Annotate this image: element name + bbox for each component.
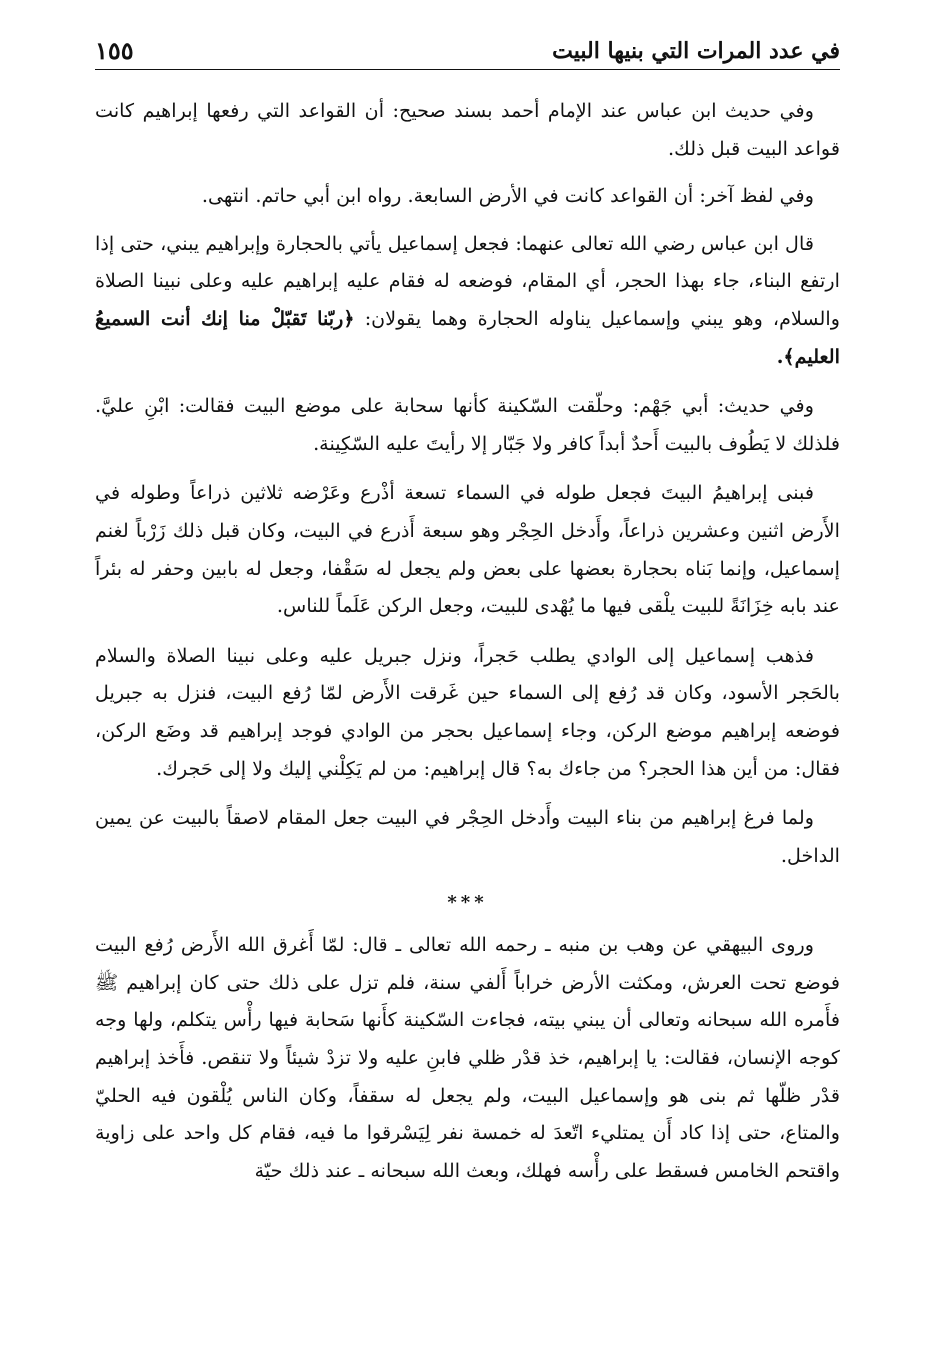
paragraph-building-dimensions — [95, 474, 840, 624]
paragraph-ismail-stones — [95, 225, 840, 375]
paragraph-text: وفي حديث ابن عباس عند الإمام أحمد بسند صحيح: أن القواعد التي رفعها إبراهيم كانت قواعد البيت قبل ذلك. — [95, 99, 840, 160]
body-text — [95, 92, 840, 1189]
paragraph-text: وفي لفظ آخر: أن القواعد كانت في الأرض السابعة. رواه ابن أبي حاتم. انتهى. — [201, 184, 814, 208]
paragraph-ibn-abbas-ahmad — [95, 92, 840, 167]
paragraph-abi-jahm — [95, 387, 840, 462]
paragraph-text: فذهب إسماعيل إلى الوادي يطلب حَجراً، ونزل جبريل عليه وعلى نبينا الصلاة والسلام بالحَجر الأسود، وكان قد رُفع إلى السماء حين غَرقت الأَرض لمّا رُفع البيت، فنزل به جبريل فوضعه إبراهيم موضع الركن، وجاء إسماعيل بحجر من الوادي فوجد إبراهيم قد وضَع الركن، فقال: من أين هذا الحجر؟ من جاءك به؟ قال إبراهيم: من لم يَكِلْني إليك ولا إلى حَجرك. — [95, 643, 840, 780]
quran-verse: ﴿ربّنا تَقبّلْ منا إنك أنت السميعُ العليم﴾. — [95, 306, 840, 368]
book-page — [95, 28, 840, 1338]
paragraph-text: ولما فرغ إبراهيم من بناء البيت وأَدخل الحِجْر في البيت جعل المقام لاصقاً بالبيت عن يمين الداخل. — [95, 806, 840, 867]
paragraph-bayhaqi — [95, 926, 840, 1189]
paragraph-text: قال ابن عباس رضي الله تعالى عنهما: فجعل إسماعيل يأتي بالحجارة وإبراهيم يبني، حتى إذا ارتفع البناء، جاء بهذا الحجر، أي المقام، فوضعه له فقام عليه إبراهيم عليه وعلى نبينا الصلاة والسلام، وهو يبني وإسماعيل يناوله الحجارة وهما يقولان: — [95, 231, 840, 330]
paragraph-text: وروى البيهقي عن وهب بن منبه ـ رحمه الله تعالى ـ قال: لمّا أَغرق الله الأَرض رُفع البيت فوضع تحت العرش، ومكثت الأرض خراباً أَلفي سنة، فلم تزل على ذلك حتى كان إبراهيم ﷺ فأَمره الله سبحانه وتعالى أن يبني بيته، فجاءت السّكينة كأَنها سَحابة فيها رأْس يتكلم، ولها وجه كوجه الإنسان، فقالت: يا إبراهيم، خذ قدْر ظلي فابنِ عليه ولا تزدْ شيئاً ولا تنقص. فأَخذ إبراهيم قدْر ظلّها ثم بنى هو وإسماعيل البيت، ولم يجعل له سقفاً، وكان الناس يُلْقون فيه الحليّ والمتاع، حتى إذا كاد أَن يمتليء اتّعدَ له خمسة نفر لِيَسْرقوا ما فيه، فقام كل واحد على زاوية واقتحم الخامس فسقط على رأْسه فهلك، وبعث الله سبحانه ـ عند ذلك حيّة — [95, 933, 840, 1182]
paragraph-text: فبنى إبراهيمُ البيتَ فجعل طوله في السماء تسعة أذْرع وعَرْضه ثلاثين ذراعاً وطوله في الأَرض اثنين وعشرين ذراعاً، وأَدخل الحِجْر وهو سبعة أَذرع في البيت، وكان قبل ذلك زَرْباً لغنم إسماعيل، وإنما بَناه بحجارة بعضها على بعض ولم يجعل له سَقْفا، وجعل له بابين وحفر له بئراً عند بابه خِزَانَةً للبيت يلْقى فيها ما يُهْدى للبيت، وجعل الركن عَلَماً للناس. — [95, 481, 840, 618]
paragraph-other-wording — [95, 177, 840, 215]
paragraph-text: وفي حديث: أبي جَهْم: وحلّقت السّكينة كأنها سحابة على موضع البيت فقالت: ابْنِ عليَّ. فلذلك لا يَطُوف بالبيت أَحدٌ أبداً كافر ولا جَبّار إلا رأيتَ عليه السّكِينة. — [95, 394, 840, 455]
paragraph-maqam — [95, 799, 840, 874]
running-header — [95, 28, 840, 70]
paragraph-black-stone — [95, 637, 840, 787]
page-number: ١٥٥ — [95, 36, 134, 65]
chapter-title: في عدد المرات التي بنيها البيت — [552, 38, 840, 64]
section-separator: *** — [447, 892, 488, 914]
